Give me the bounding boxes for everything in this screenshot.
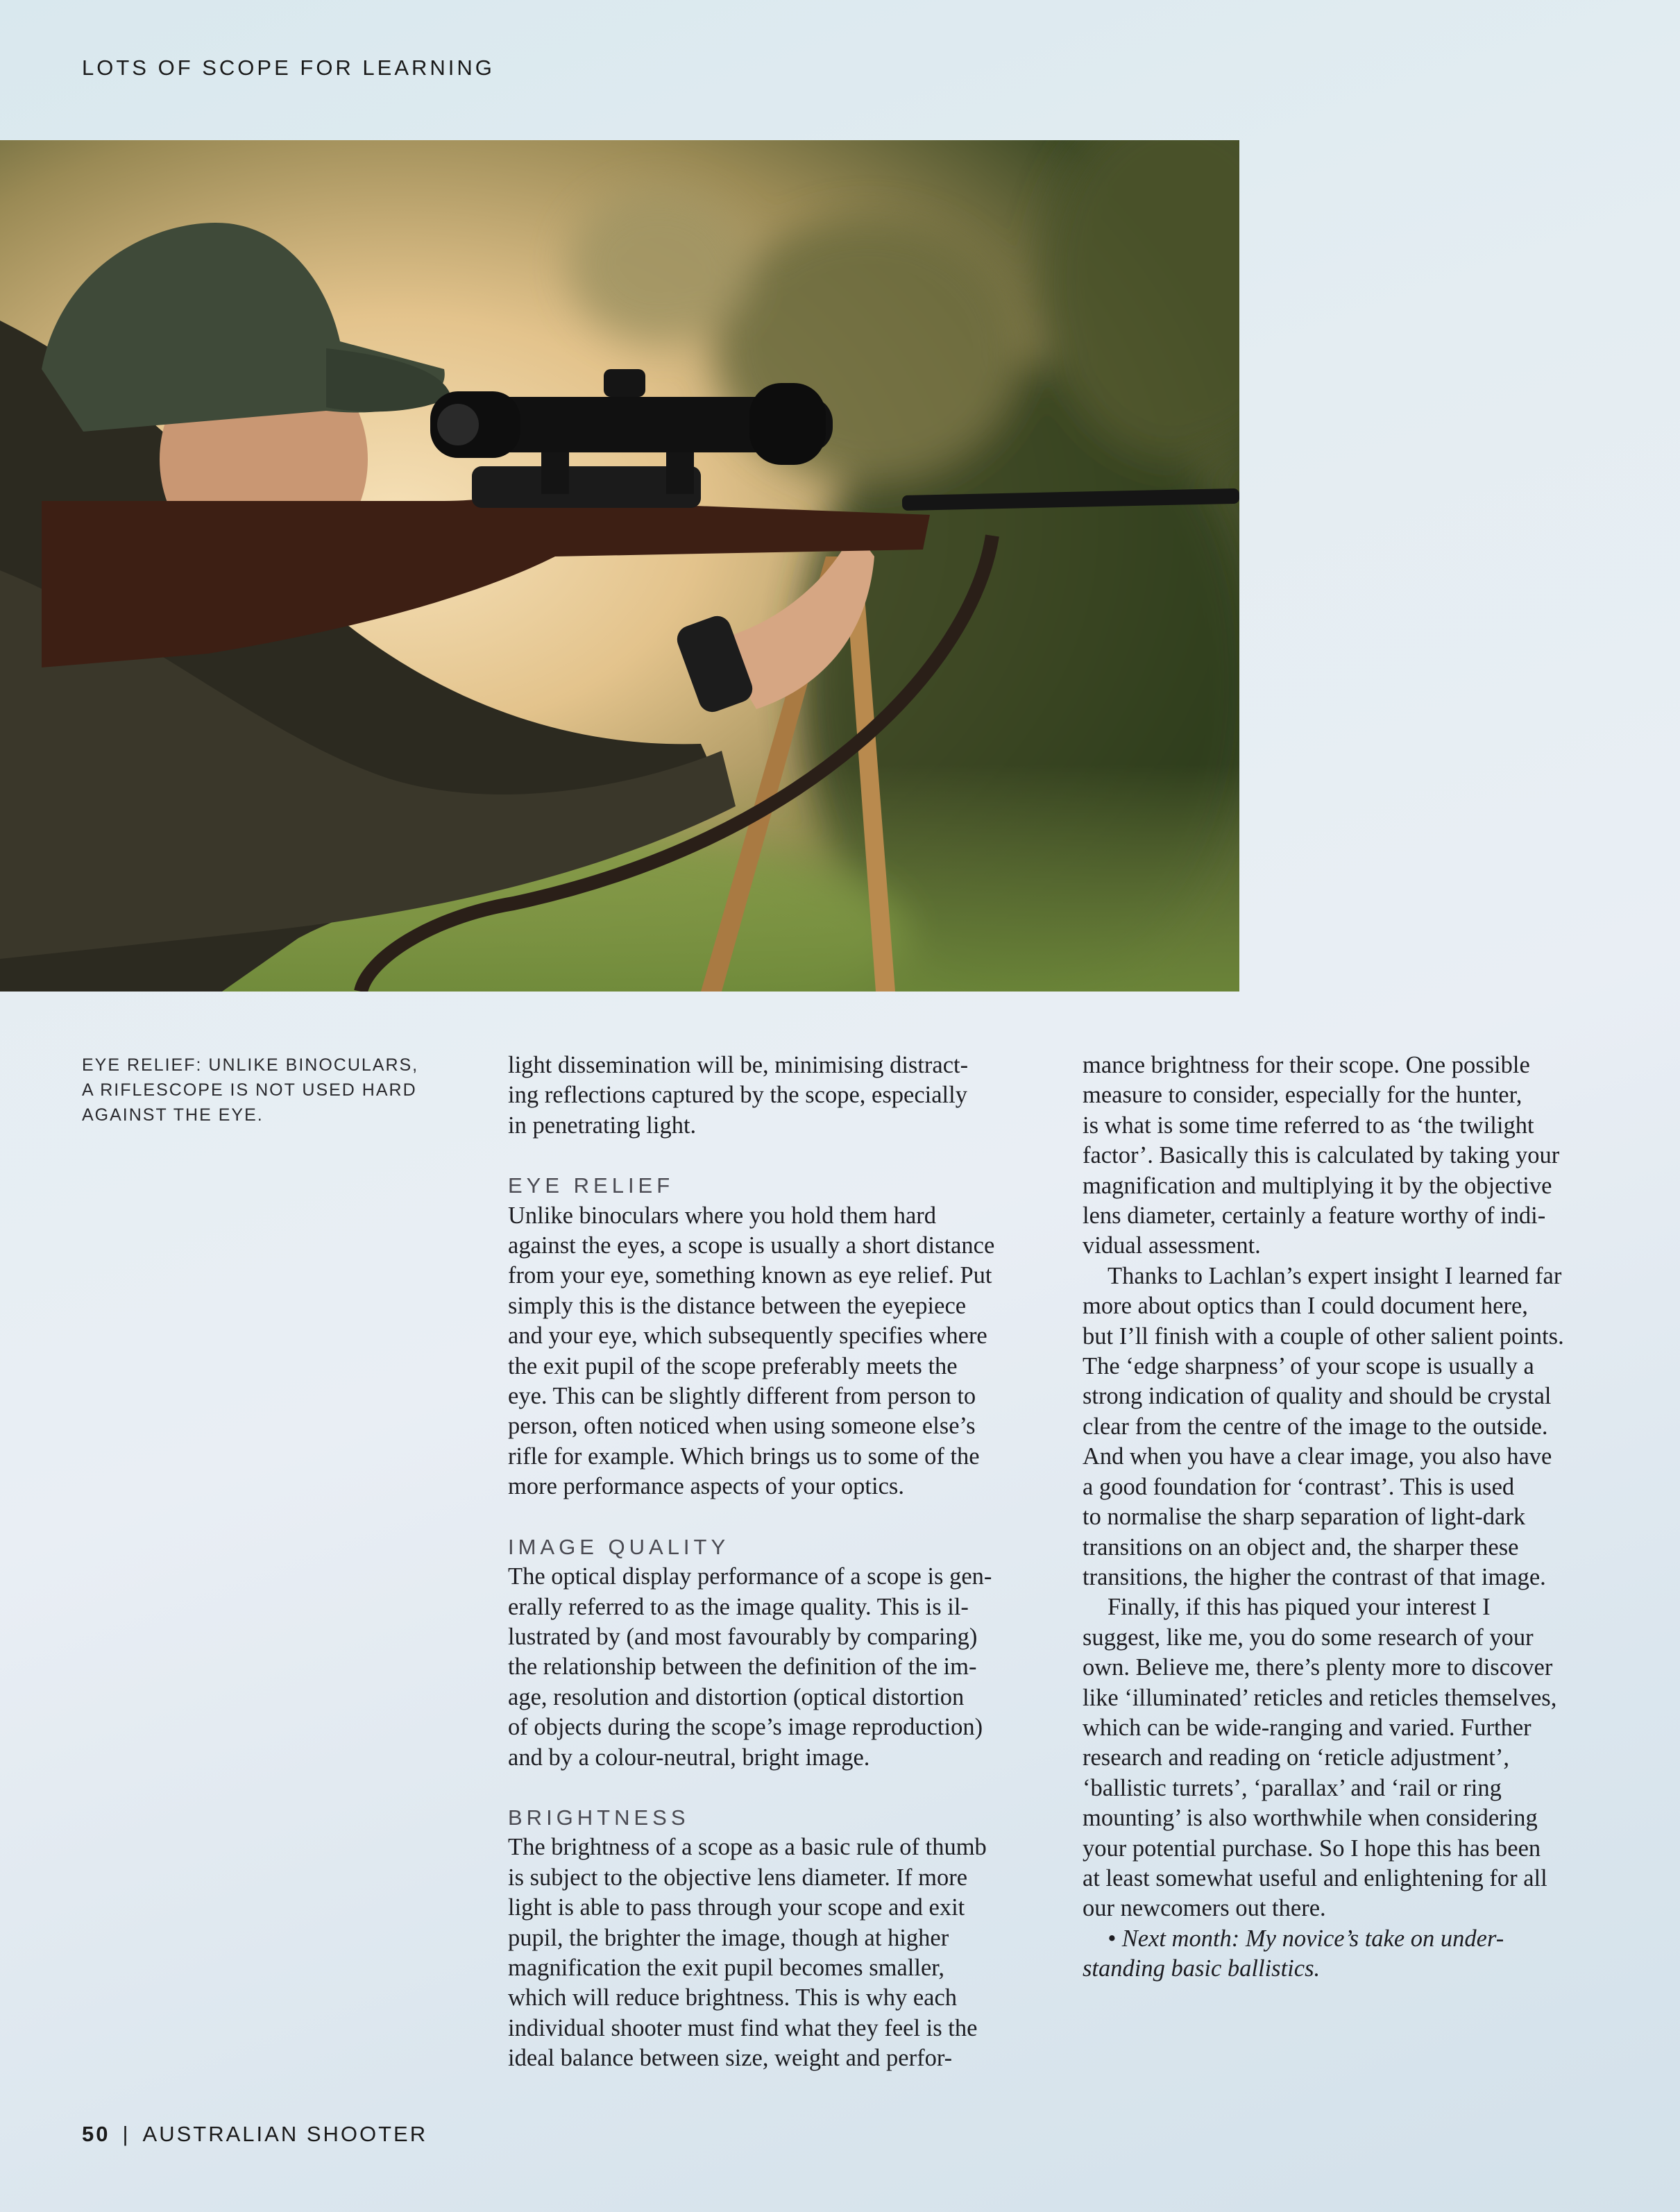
text-line: to normalise the sharp separation of light-dark	[1083, 1504, 1526, 1531]
text-line: a good foundation for ‘contrast’. This is used	[1083, 1473, 1515, 1500]
rifle-scope-photo	[0, 140, 1239, 992]
text-line: The optical display performance of a scope is gen-	[508, 1563, 992, 1590]
text-line: more about optics than I could document here,	[1083, 1293, 1528, 1320]
text-line: individual shooter must find what they feel is the	[508, 2014, 978, 2041]
text-line: is what is some time referred to as ‘the twilight	[1083, 1112, 1534, 1139]
text-line: lustrated by (and most favourably by comparing)	[508, 1623, 978, 1650]
text-line: lens diameter, certainly a feature worthy of indi-	[1083, 1202, 1546, 1230]
subheading-brightness: BRIGHTNESS	[508, 1805, 690, 1830]
text-line: light is able to pass through your scope and exit	[508, 1894, 965, 1921]
text-line: and by a colour-neutral, bright image.	[508, 1744, 870, 1771]
text-line: more performance aspects of your optics.	[508, 1473, 904, 1500]
text-line: against the eyes, a scope is usually a short distance	[508, 1232, 995, 1259]
page-footer	[82, 2122, 427, 2147]
text-line: the relationship between the definition of the im-	[508, 1653, 977, 1681]
publication-name: AUSTRALIAN SHOOTER	[142, 2122, 428, 2146]
text-line: our newcomers out there.	[1083, 1895, 1326, 1922]
text-line: light dissemination will be, minimising distract-	[508, 1052, 969, 1078]
text-line: Finally, if this has piqued your interest I	[1108, 1594, 1491, 1621]
text-line: age, resolution and distortion (optical distortion	[508, 1683, 965, 1710]
text-line: magnification and multiplying it by the objective	[1083, 1172, 1552, 1199]
text-line: the exit pupil of the scope preferably meets the	[508, 1352, 958, 1379]
text-line: The brightness of a scope as a basic rule of thumb	[508, 1834, 987, 1861]
caption-line: AGAINST THE EYE.	[82, 1105, 264, 1125]
subheading-image-quality: IMAGE QUALITY	[508, 1534, 730, 1559]
text-line: your potential purchase. So I hope this has been	[1083, 1835, 1541, 1862]
text-line: in penetrating light.	[508, 1112, 697, 1139]
text-line: The ‘edge sharpness’ of your scope is usually a	[1083, 1353, 1534, 1380]
text-line: which will reduce brightness. This is why each	[508, 1984, 958, 2011]
text-line: is subject to the objective lens diameter. If more	[508, 1864, 968, 1891]
text-line: ing reflections captured by the scope, especially	[508, 1082, 967, 1109]
text-line: magnification the exit pupil becomes smaller,	[508, 1954, 945, 1981]
text-line: pupil, the brighter the image, though at higher	[508, 1924, 949, 1951]
text-line: suggest, like me, you do some research of your	[1083, 1624, 1534, 1651]
text-line: research and reading on ‘reticle adjustment’,	[1083, 1744, 1509, 1771]
next-month-note: • Next month: My novice’s take on under-	[1108, 1925, 1504, 1952]
next-month-note: standing basic ballistics.	[1083, 1955, 1321, 1982]
page-number: 50	[82, 2122, 110, 2146]
text-line: Thanks to Lachlan’s expert insight I learned far	[1108, 1262, 1562, 1289]
article-column-1	[508, 1050, 1049, 2074]
text-line: transitions, the higher the contrast of that image.	[1083, 1563, 1546, 1590]
text-line: from your eye, something known as eye relief. Put	[508, 1262, 992, 1289]
text-line: mance brightness for their scope. One possible	[1083, 1052, 1530, 1078]
text-line: which can be wide-ranging and varied. Further	[1083, 1714, 1531, 1741]
text-line: of objects during the scope’s image reproduction)	[508, 1714, 983, 1741]
text-line: mounting’ is also worthwhile when considering	[1083, 1805, 1538, 1832]
text-line: ideal balance between size, weight and perfor-	[508, 2045, 953, 2072]
photo-caption	[82, 1053, 443, 1128]
text-line: own. Believe me, there’s plenty more to discover	[1083, 1654, 1553, 1681]
article-photo	[0, 140, 1239, 992]
text-line: at least somewhat useful and enlightening for all	[1083, 1864, 1547, 1891]
text-line: like ‘illuminated’ reticles and reticles themselves,	[1083, 1684, 1557, 1711]
text-line: and your eye, which subsequently specifies where	[508, 1322, 987, 1350]
text-line: rifle for example. Which brings us to some of the	[508, 1443, 980, 1470]
text-line: vidual assessment.	[1083, 1232, 1261, 1259]
text-line: transitions on an object and, the sharper these	[1083, 1533, 1519, 1560]
footer-separator: |	[122, 2122, 130, 2146]
text-line: ‘ballistic turrets’, ‘parallax’ and ‘rail or ring	[1083, 1774, 1502, 1801]
subheading-eye-relief: EYE RELIEF	[508, 1173, 674, 1198]
text-line: measure to consider, especially for the hunter,	[1083, 1082, 1522, 1109]
running-head: LOTS OF SCOPE FOR LEARNING	[82, 56, 495, 80]
text-line: but I’ll finish with a couple of other salient points.	[1083, 1322, 1564, 1350]
caption-line: EYE RELIEF: UNLIKE BINOCULARS,	[82, 1055, 419, 1075]
text-line: Unlike binoculars where you hold them hard	[508, 1202, 937, 1229]
text-line: factor’. Basically this is calculated by taking your	[1083, 1142, 1560, 1169]
text-line: person, often noticed when using someone else’s	[508, 1413, 976, 1440]
text-line: erally referred to as the image quality. This is il-	[508, 1593, 969, 1620]
text-line: clear from the centre of the image to the outside.	[1083, 1413, 1548, 1440]
caption-line: A RIFLESCOPE IS NOT USED HARD	[82, 1080, 417, 1100]
text-line: And when you have a clear image, you also have	[1083, 1443, 1552, 1470]
article-column-2	[1083, 1050, 1638, 1984]
text-line: eye. This can be slightly different from person to	[508, 1383, 976, 1410]
text-line: strong indication of quality and should be crystal	[1083, 1383, 1552, 1410]
text-line: simply this is the distance between the eyepiece	[508, 1292, 967, 1319]
